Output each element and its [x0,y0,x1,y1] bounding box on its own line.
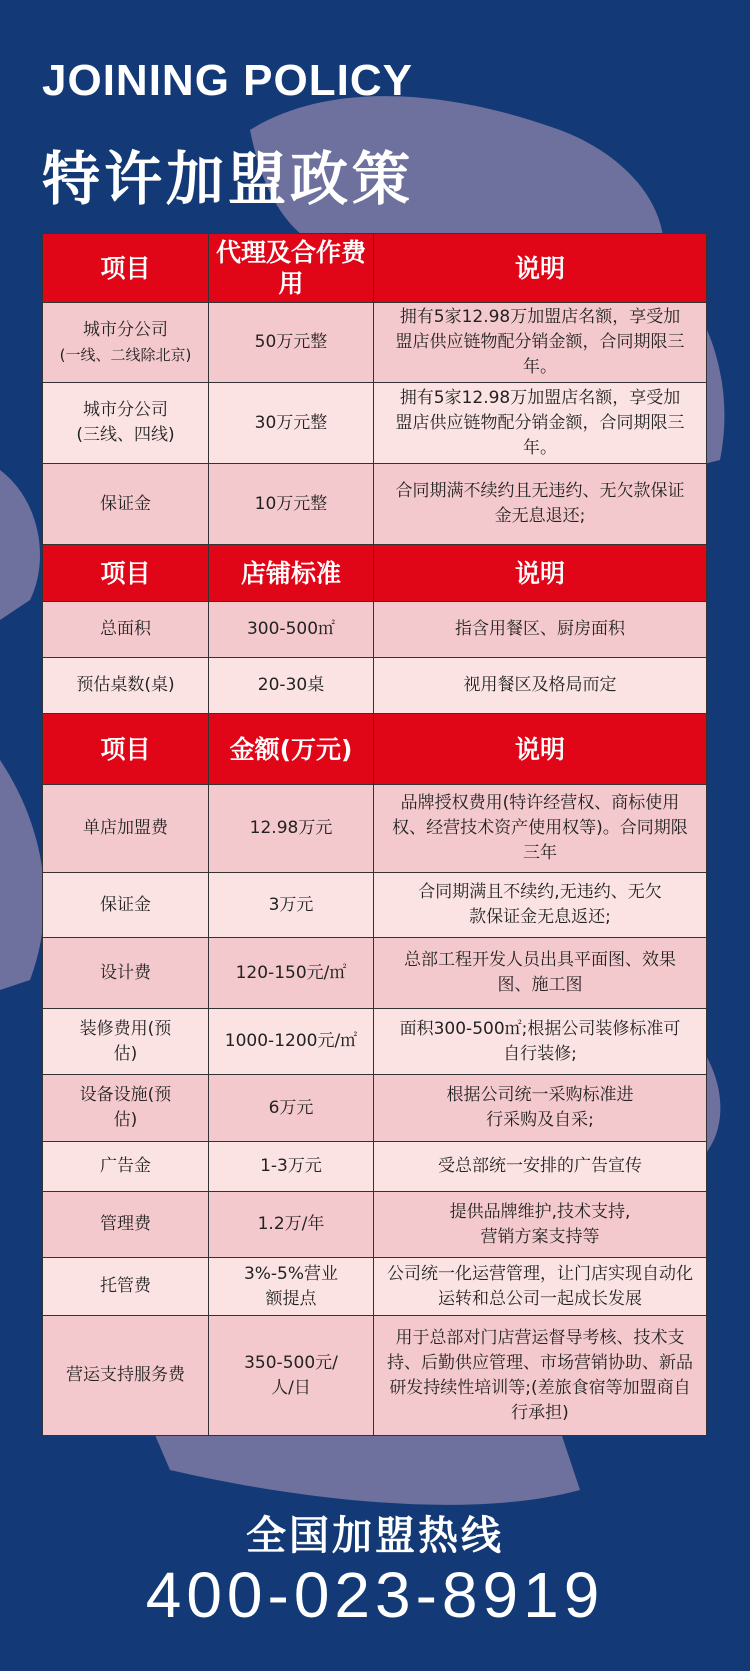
col-header-amount: 金额(万元) [209,714,374,785]
item-cell: 设备设施(预估) [43,1075,209,1142]
desc-cell: 拥有5家12.98万加盟店名额，享受加盟店供应链物配分销金额，合同期限三年。 [374,303,707,383]
col-header-fee: 代理及合作费用 [209,234,374,303]
item-label: 城市分公司 [83,400,168,420]
item-cell [43,303,209,383]
table-row [43,602,707,658]
item-cell: 设计费 [43,938,209,1009]
col-header-item: 项目 [43,714,209,785]
value-cell: 350-500元/人/日 [209,1316,374,1436]
item-cell: 预估桌数(桌) [43,658,209,714]
table-row [43,303,707,383]
item-cell: 装修费用(预估) [43,1009,209,1075]
item-cell: 广告金 [43,1142,209,1192]
desc-cell: 公司统一化运营管理，让门店实现自动化运转和总公司一起成长发展 [374,1258,707,1316]
item-note: (三线、四线) [76,425,175,445]
col-header-item: 项目 [43,545,209,602]
item-cell: 保证金 [43,873,209,938]
table-row [43,1192,707,1258]
table-row [43,1258,707,1316]
desc-cell: 提供品牌维护,技术支持,营销方案支持等 [374,1192,707,1258]
table-row [43,658,707,714]
desc-cell: 合同期满且不续约,无违约、无欠款保证金无息返还; [374,873,707,938]
value-cell: 1-3万元 [209,1142,374,1192]
value-cell: 6万元 [209,1075,374,1142]
page-title-english: JOINING POLICY [42,56,413,105]
table-row [43,1142,707,1192]
page-title-chinese: 特许加盟政策 [42,145,415,213]
desc-cell: 品牌授权费用(特许经营权、商标使用权、经营技术资产使用权等)。合同期限三年 [374,785,707,873]
policy-table [42,233,707,1436]
col-header-standard: 店铺标准 [209,545,374,602]
col-header-desc: 说明 [374,545,707,602]
desc-cell: 视用餐区及格局而定 [374,658,707,714]
desc-cell: 总部工程开发人员出具平面图、效果图、施工图 [374,938,707,1009]
col-header-desc: 说明 [374,234,707,303]
desc-cell: 合同期满不续约且无违约、无欠款保证金无息退还; [374,464,707,545]
table-row [43,383,707,464]
col-header-item: 项目 [43,234,209,303]
table-row [43,1316,707,1436]
value-cell: 12.98万元 [209,785,374,873]
desc-cell: 指含用餐区、厨房面积 [374,602,707,658]
desc-cell: 拥有5家12.98万加盟店名额，享受加盟店供应链物配分销金额，合同期限三年。 [374,383,707,464]
item-label: 城市分公司 [83,319,168,340]
item-cell: 单店加盟费 [43,785,209,873]
desc-cell: 受总部统一安排的广告宣传 [374,1142,707,1192]
section-header-row [43,234,707,303]
table-row [43,785,707,873]
table-row [43,1009,707,1075]
hotline-label: 全国加盟热线 [246,1513,504,1559]
item-cell: 管理费 [43,1192,209,1258]
table-row [43,1075,707,1142]
item-cell: 托管费 [43,1258,209,1316]
value-cell: 30万元整 [209,383,374,464]
value-cell: 3万元 [209,873,374,938]
item-cell: 总面积 [43,602,209,658]
col-header-desc: 说明 [374,714,707,785]
item-cell: 保证金 [43,464,209,545]
table-row [43,873,707,938]
section-header-row [43,714,707,785]
value-cell: 10万元整 [209,464,374,545]
item-cell [43,383,209,464]
desc-cell: 用于总部对门店营运督导考核、技术支持、后勤供应管理、市场营销协助、新品研发持续性培训等;(差旅食宿等加盟商自行承担) [374,1316,707,1436]
item-note: (一线、二线除北京) [59,345,192,364]
value-cell: 120-150元/㎡ [209,938,374,1009]
table-row [43,938,707,1009]
desc-cell: 根据公司统一采购标准进行采购及自采; [374,1075,707,1142]
desc-cell: 面积300-500㎡;根据公司装修标准可自行装修; [374,1009,707,1075]
hotline-phone-number: 400-023-8919 [145,1559,605,1631]
value-cell: 20-30桌 [209,658,374,714]
value-cell: 50万元整 [209,303,374,383]
section-header-row [43,545,707,602]
value-cell: 1.2万/年 [209,1192,374,1258]
value-cell: 300-500㎡ [209,602,374,658]
value-cell: 1000-1200元/㎡ [209,1009,374,1075]
table-row [43,464,707,545]
value-cell: 3%-5%营业额提点 [209,1258,374,1316]
item-cell: 营运支持服务费 [43,1316,209,1436]
